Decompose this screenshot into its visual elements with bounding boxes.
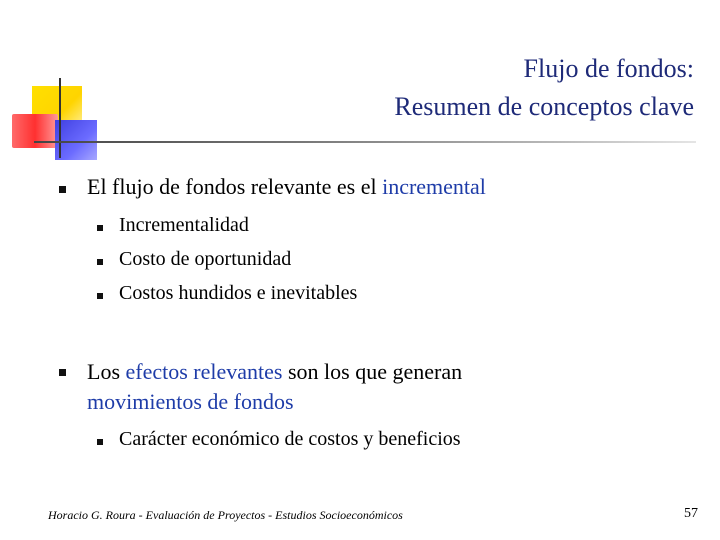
bullet-1-highlight: incremental [382, 174, 486, 199]
title-line-2: Resumen de conceptos clave [394, 92, 694, 121]
bullet-icon [59, 369, 66, 376]
bullet-2 [87, 357, 462, 417]
bullet-icon [97, 439, 103, 445]
bullet-2-highlight: efectos relevantes [125, 359, 283, 384]
sub-bullet-2-1: Carácter económico de costos y beneficios [119, 428, 461, 450]
bullet-2-text-post: son los que generan [282, 359, 463, 384]
bullet-icon [97, 293, 103, 299]
bullet-2-text-pre: Los [87, 359, 126, 384]
sub-bullet-1-3: Costos hundidos e inevitables [119, 282, 358, 304]
bullet-1 [87, 172, 486, 202]
decor-blue-square [55, 120, 97, 160]
bullet-icon [97, 225, 103, 231]
decor-vertical-line [59, 78, 61, 158]
footer-text: Horacio G. Roura - Evaluación de Proyectos - Estudios Socioeconómicos [48, 508, 403, 522]
title-line-1: Flujo de fondos: [523, 54, 694, 83]
title-underline [34, 141, 696, 143]
bullet-2-highlight-line2: movimientos de fondos [87, 389, 294, 414]
slide-title [394, 50, 694, 126]
bullet-icon [59, 186, 66, 193]
bullet-1-text: El flujo de fondos relevante es el [87, 174, 383, 199]
page-number: 57 [684, 506, 698, 521]
bullet-icon [97, 259, 103, 265]
sub-bullet-1-2: Costo de oportunidad [119, 248, 292, 270]
sub-bullet-1-1: Incrementalidad [119, 214, 249, 236]
